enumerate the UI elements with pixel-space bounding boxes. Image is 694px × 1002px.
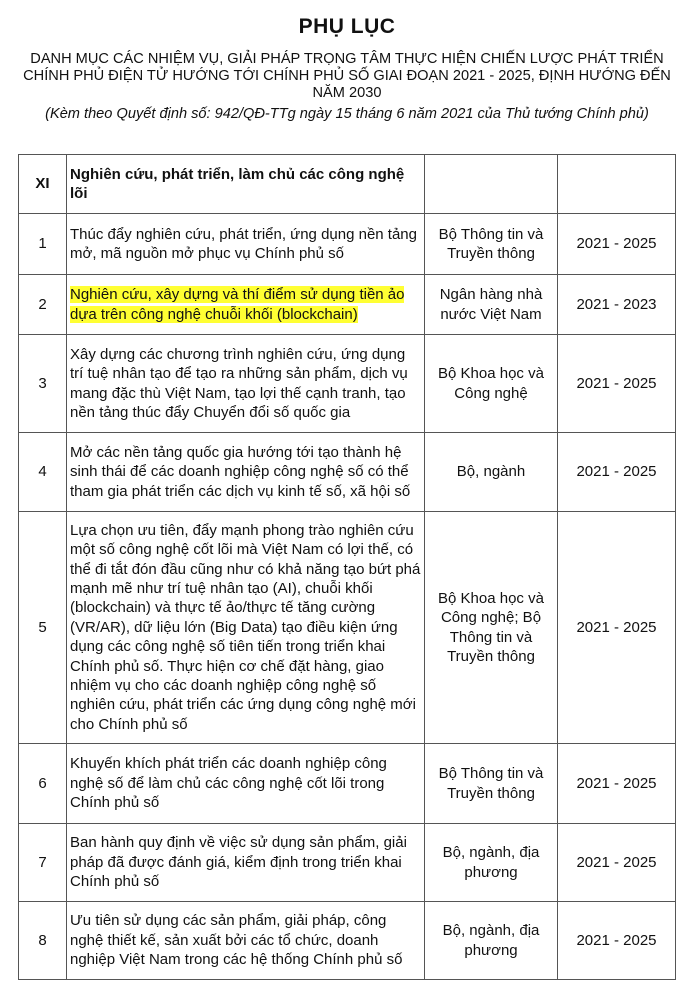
- agency-cell: Bộ Thông tin và Truyền thông: [425, 744, 558, 824]
- period-cell: 2021 - 2025: [558, 824, 676, 902]
- task-cell: Khuyến khích phát triển các doanh nghiệp công nghệ số để làm chủ các công nghệ cốt lõi trong Chính phủ số: [67, 744, 425, 824]
- section-row: [19, 155, 676, 214]
- period-cell: 2021 - 2025: [558, 744, 676, 824]
- period-cell: 2021 - 2025: [558, 512, 676, 744]
- agency-cell: Bộ Thông tin và Truyền thông: [425, 214, 558, 275]
- section-agency-cell: [425, 155, 558, 214]
- period-cell: 2021 - 2025: [558, 335, 676, 433]
- task-cell: Thúc đẩy nghiên cứu, phát triển, ứng dụng nền tảng mở, mã nguồn mở phục vụ Chính phủ số: [67, 214, 425, 275]
- section-title: Nghiên cứu, phát triển, làm chủ các công nghệ lõi: [67, 155, 425, 214]
- table-row-highlighted: [19, 275, 676, 335]
- task-cell: Ưu tiên sử dụng các sản phẩm, giải pháp, công nghệ thiết kế, sản xuất bởi các tổ chức, doanh nghiệp Việt Nam trong các hệ thống Chính phủ số: [67, 902, 425, 980]
- table-row: [19, 335, 676, 433]
- section-period-cell: [558, 155, 676, 214]
- task-cell: Lựa chọn ưu tiên, đẩy mạnh phong trào nghiên cứu một số công nghệ cốt lõi mà Việt Nam có lợi thế, có thể đi tắt đón đầu cũng như có khả năng tạo bứt phá mạnh mẽ như trí tuệ nhân tạo (AI), chuỗi khối (blockchain) và thực tế ảo/thực tế tăng cường (VR/AR), dữ liệu lớn (Big Data) tạo điều kiện ứng dụng các công nghệ số tiên tiến trong triển khai Chính phủ số. Thực hiện cơ chế đặt hàng, giao nhiệm vụ cho các doanh nghiệp công nghệ số nghiên cứu, phát triển các ứng dụng công nghệ mới cho Chính phủ số: [67, 512, 425, 744]
- agency-cell: Bộ, ngành, địa phương: [425, 902, 558, 980]
- table-row: [19, 744, 676, 824]
- agency-cell: Bộ, ngành, địa phương: [425, 824, 558, 902]
- table-row: [19, 902, 676, 980]
- agency-cell: Bộ Khoa học và Công nghệ; Bộ Thông tin và Truyền thông: [425, 512, 558, 744]
- row-number: 8: [19, 902, 67, 980]
- row-number: 1: [19, 214, 67, 275]
- period-cell: 2021 - 2023: [558, 275, 676, 335]
- table-row: [19, 214, 676, 275]
- document-subtitle: DANH MỤC CÁC NHIỆM VỤ, GIẢI PHÁP TRỌNG TÂM THỰC HIỆN CHIẾN LƯỢC PHÁT TRIỂN CHÍNH PHỦ ĐIỆN TỬ HƯỚNG TỚI CHÍNH PHỦ SỐ GIAI ĐOẠN 2021 - 2025, ĐỊNH HƯỚNG ĐẾN NĂM 2030: [23, 51, 671, 101]
- row-number: 3: [19, 335, 67, 433]
- row-number: 4: [19, 433, 67, 512]
- period-cell: 2021 - 2025: [558, 433, 676, 512]
- agency-cell: Ngân hàng nhà nước Việt Nam: [425, 275, 558, 335]
- task-cell: Xây dựng các chương trình nghiên cứu, ứng dụng trí tuệ nhân tạo để tạo ra những sản phẩm, dịch vụ mang đặc thù Việt Nam, tạo lợi thế cạnh tranh, tạo nền tảng thúc đẩy Chuyển đổi số quốc gia: [67, 335, 425, 433]
- section-number: XI: [19, 155, 67, 214]
- highlighted-text: Nghiên cứu, xây dựng và thí điểm sử dụng tiền ảo dựa trên công nghệ chuỗi khối (blockchain): [70, 286, 405, 323]
- agency-cell: Bộ, ngành: [425, 433, 558, 512]
- row-number: 2: [19, 275, 67, 335]
- task-cell: Mở các nền tảng quốc gia hướng tới tạo thành hệ sinh thái để các doanh nghiệp công nghệ số có thể tham gia phát triển các dịch vụ kinh tế số, xã hội số: [67, 433, 425, 512]
- task-cell: [67, 275, 425, 335]
- table-row: [19, 824, 676, 902]
- agency-cell: Bộ Khoa học và Công nghệ: [425, 335, 558, 433]
- table-row: [19, 433, 676, 512]
- period-cell: 2021 - 2025: [558, 902, 676, 980]
- task-cell: Ban hành quy định về việc sử dụng sản phẩm, giải pháp đã được đánh giá, kiểm định trong triển khai Chính phủ số: [67, 824, 425, 902]
- decision-note: (Kèm theo Quyết định số: 942/QĐ-TTg ngày 15 tháng 6 năm 2021 của Thủ tướng Chính phủ): [45, 106, 649, 122]
- period-cell: 2021 - 2025: [558, 214, 676, 275]
- page-title: PHỤ LỤC: [298, 15, 396, 38]
- table-row: [19, 512, 676, 744]
- row-number: 5: [19, 512, 67, 744]
- row-number: 6: [19, 744, 67, 824]
- row-number: 7: [19, 824, 67, 902]
- task-table: [18, 154, 676, 980]
